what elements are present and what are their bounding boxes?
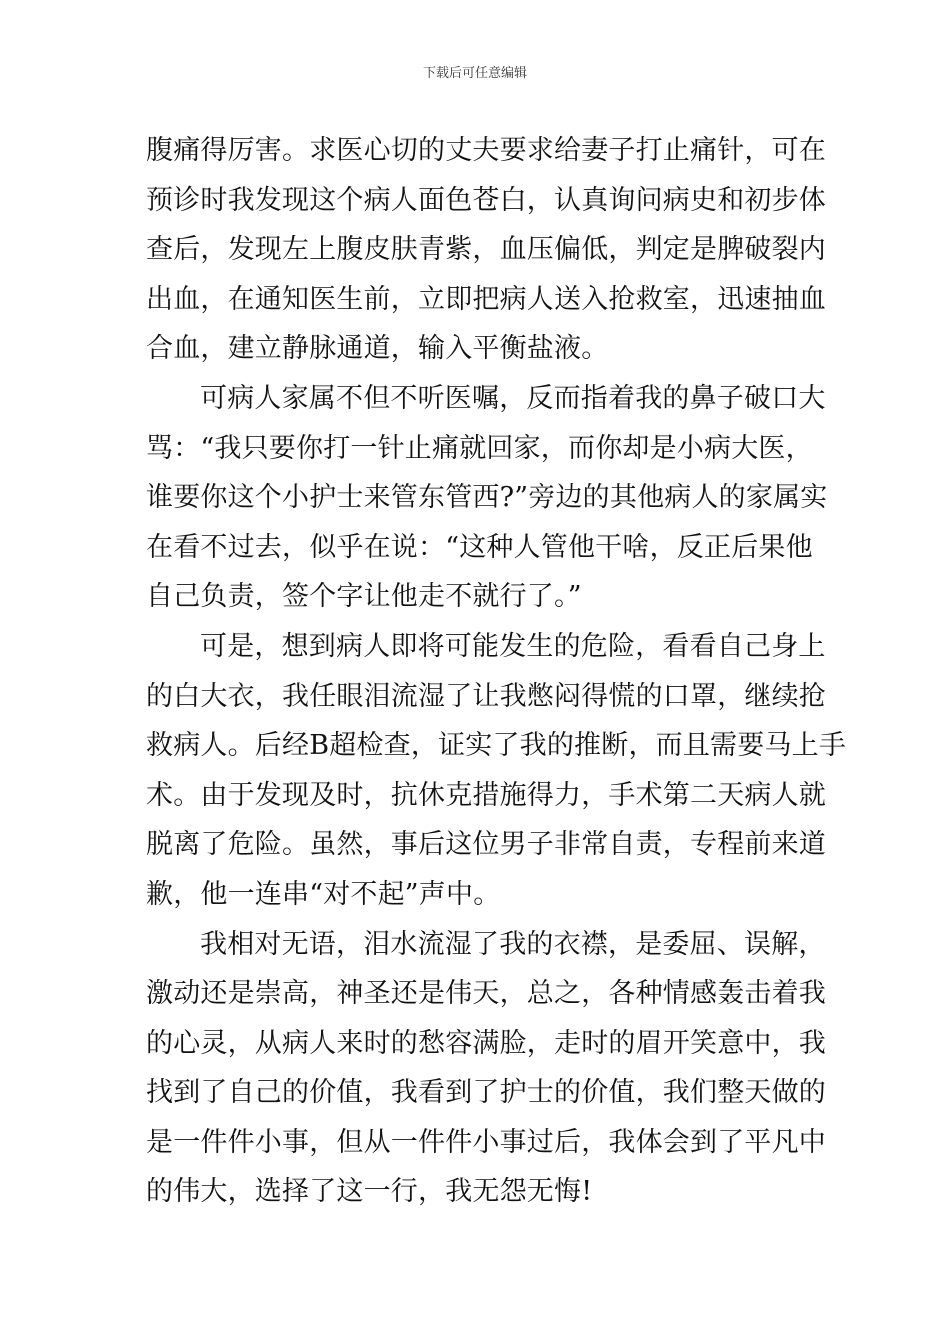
paragraph-first-line: 可是，想到病人即将可能发生的危险，看看自己身上 bbox=[200, 630, 826, 662]
text-line: 腹痛得厉害。求医心切的丈夫要求给妻子打止痛针，可在 bbox=[146, 135, 826, 166]
paragraph-first-line: 我相对无语，泪水流湿了我的衣襟，是委屈、误解， bbox=[200, 928, 826, 960]
text-line: 歉，他一连串“对不起”声中。 bbox=[146, 878, 501, 910]
text-line: 找到了自己的价值，我看到了护士的价值，我们整天做的 bbox=[146, 1077, 826, 1109]
document-body bbox=[146, 126, 847, 1217]
text-line: 的伟大，选择了这一行，我无怨无悔! bbox=[146, 1176, 593, 1208]
text-line: 谁要你这个小护士来管东管西?”旁边的其他病人的家属实 bbox=[146, 482, 828, 514]
text-line: 的白大衣，我任眼泪流湿了让我憋闷得慌的口罩，继续抢 bbox=[146, 680, 826, 712]
page-header: 下载后可任意编辑 bbox=[422, 66, 527, 81]
text-line: 查后，发现左上腹皮肤青紫，血压偏低，判定是脾破裂内 bbox=[146, 234, 826, 266]
text-line: 骂：“我只要你打一针止痛就回家，而你却是小病大医， bbox=[146, 432, 813, 464]
text-line: 在看不过去，似乎在说：“这种人管他干啥，反正后果他 bbox=[146, 531, 813, 563]
text-line: 自己负责，签个字让他走不就行了。” bbox=[146, 581, 582, 613]
text-line: 出血，在通知医生前，立即把病人送入抢救室，迅速抽血 bbox=[146, 283, 826, 315]
text-line: 是一件件小事，但从一件件小事过后，我体会到了平凡中 bbox=[146, 1126, 826, 1158]
text-line: 激动还是崇高，神圣还是伟天，总之，各种情感轰击着我 bbox=[146, 978, 826, 1010]
text-line: 术。由于发现及时，抗休克措施得力，手术第二天病人就 bbox=[146, 779, 826, 811]
text-line: 的心灵，从病人来时的愁容满脸，走时的眉开笑意中，我 bbox=[146, 1027, 826, 1059]
text-line: 合血，建立静脉通道，输入平衡盐液。 bbox=[146, 333, 609, 365]
text-line: 脱离了危险。虽然，事后这位男子非常自责，专程前来道 bbox=[146, 829, 826, 861]
text-line: 救病人。后经B超检查，证实了我的推断，而且需要马上手 bbox=[146, 730, 847, 762]
paragraph-first-line: 可病人家属不但不听医嘱，反而指着我的鼻子破口大 bbox=[200, 382, 826, 414]
text-line: 预诊时我发现这个病人面色苍白，认真询问病史和初步体 bbox=[146, 184, 826, 216]
